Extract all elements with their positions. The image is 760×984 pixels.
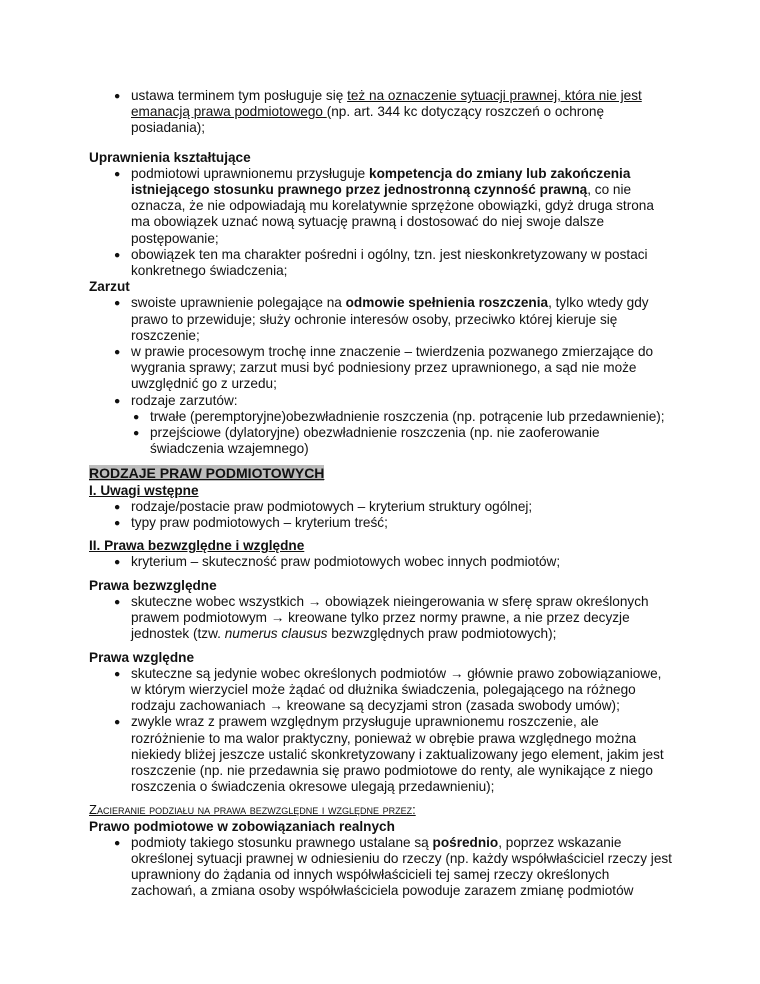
text-run: , poprzez wskazanie określonej sytuacji prawnej w odniesieniu do rzeczy (np. każdy współwłaściciel rzeczy jest uprawniony do żądania od innych współwłaścicieli tej samej rzeczy określonych zachowań, a zmiana osoby współwłaściciela powoduje zarazem zmianę podmiotów: [131, 834, 672, 899]
text-run: swoiste uprawnienie polegające na: [131, 295, 346, 311]
list-item: ● typy praw podmiotowych – kryterium treść;: [114, 515, 674, 531]
list-item: [114, 166, 674, 247]
bold-text: odmowie spełnienia roszczenia: [345, 295, 549, 311]
text-run: (np. art. 344 kc dotyczący roszczeń o ochronę posiadania);: [131, 104, 605, 136]
small-caps-text: Zacieranie podziału na prawa bezwzględne i względne przez:: [89, 802, 416, 818]
heading-prawa-bezwzgledne: Prawa bezwzględne: [89, 577, 217, 593]
italic-text: numerus clausus: [224, 626, 328, 642]
bold-text: pośrednio: [432, 834, 499, 850]
list-item: ● rodzaje zarzutów:: [114, 393, 674, 409]
list-item: ● obowiązek ten ma charakter pośredni i ogólny, tzn. jest nieskonkretyzowany w postaci konkretnego świadczenia;: [114, 247, 674, 279]
bullet-list: [114, 594, 674, 643]
bullet-list: [114, 554, 674, 570]
heading-uprawnienia-ksztaltujace: Uprawnienia kształtujące: [89, 149, 251, 165]
bullet-list: [114, 666, 674, 796]
text-run: podmioty takiego stosunku prawnego ustalane są: [131, 834, 433, 850]
bullet-list: [114, 88, 674, 137]
bullet-list: [114, 835, 674, 900]
text-run: skuteczne wobec wszystkich → obowiązek nieingerowania w sferę spraw określonych prawem podmiotowym → kreowane tylko przez normy prawne, a nie przez decyzje jednostek (tzw.: [131, 593, 649, 642]
list-item: ● trwałe (peremptoryjne)obezwładnienie roszczenia (np. potrącenie lub przedawnienie);: [133, 409, 674, 425]
nested-bullet-list: [133, 409, 674, 458]
list-item: ● rodzaje/postacie praw podmiotowych – kryterium struktury ogólnej;: [114, 499, 674, 515]
document-content: [89, 88, 674, 900]
small-caps-heading: [89, 802, 674, 818]
list-item: ● skuteczne są jedynie wobec określonych podmiotów → głównie prawo zobowiązaniowe, w którym wierzyciel może żądać od dłużnika świadczenia, polegającego na różnego rodzaju zachowaniach → kreowane są decyzjami stron (zasada swobody umów);: [114, 666, 674, 715]
bullet-list: [114, 499, 674, 531]
highlighted-heading: RODZAJE PRAW PODMIOTOWYCH: [89, 465, 325, 482]
text-run: ustawa terminem tym posługuje się: [131, 88, 348, 103]
subsection-title: I. Uwagi wstępne: [89, 482, 199, 498]
underlined-text: też na oznaczenie sytuacji prawnej, która nie jest emanacją prawa podmiotowego: [131, 88, 642, 120]
subsection-title: II. Prawa bezwzględne i względne: [89, 538, 305, 554]
list-item: ● przejściowe (dylatoryjne) obezwładnienie roszczenia (np. nie zaoferowanie świadczenia wzajemnego): [133, 425, 674, 457]
list-item: [114, 88, 674, 137]
bullet-list: [114, 295, 674, 408]
list-item: [114, 594, 674, 643]
text-run: , tylko wtedy gdy prawo to przewiduje; służy ochronie interesów osoby, przeciwko której kieruje się roszczenie;: [131, 295, 649, 343]
bullet-list: [114, 166, 674, 279]
list-item: ● zwykle wraz z prawem względnym przysługuje uprawnionemu roszczenie, ale rozróżnienie to ma walor praktyczny, ponieważ w obrębie prawa względnego można niekiedy bliżej jeszcze ustalić skonkretyzowany i zaktualizowany jego element, jakim jest roszczenie (np. nie przedawnia się prawo podmiotowe do renty, ale wynikające z niego roszczenia o świadczenia okresowe ulegają przedawnieniu);: [114, 714, 674, 795]
list-item: [114, 835, 674, 900]
list-item: ● w prawie procesowym trochę inne znaczenie – twierdzenia pozwanego zmierzające do wygrania sprawy; zarzut musi być podniesiony przez uprawnionego, a sąd nie może uwzględnić go z urzedu;: [114, 344, 674, 393]
list-item: ● kryterium – skuteczność praw podmiotowych wobec innych podmiotów;: [114, 554, 674, 570]
text-run: bezwzględnych praw podmiotowych);: [327, 626, 557, 642]
bold-text: kompetencja do zmiany lub zakończenia istniejącego stosunku prawnego przez jednostronną czynność prawną: [131, 165, 631, 198]
text-run: podmiotowi uprawnionemu przysługuje: [131, 165, 370, 181]
heading-prawa-wzgledne: Prawa względne: [89, 649, 195, 665]
heading-zarzut: Zarzut: [89, 279, 130, 295]
list-item: [114, 295, 674, 344]
section-title: [89, 465, 674, 482]
text-run: , co nie oznacza, że nie odpowiadają mu korelatywnie sprzężone obowiązki, gdyż druga strona ma obowiązek uznać nową sytuację prawną i dostosować do niej swoje dalsze postępowanie;: [131, 182, 654, 246]
heading-zobowiazania-realne: Prawo podmiotowe w zobowiązaniach realnych: [89, 818, 395, 834]
